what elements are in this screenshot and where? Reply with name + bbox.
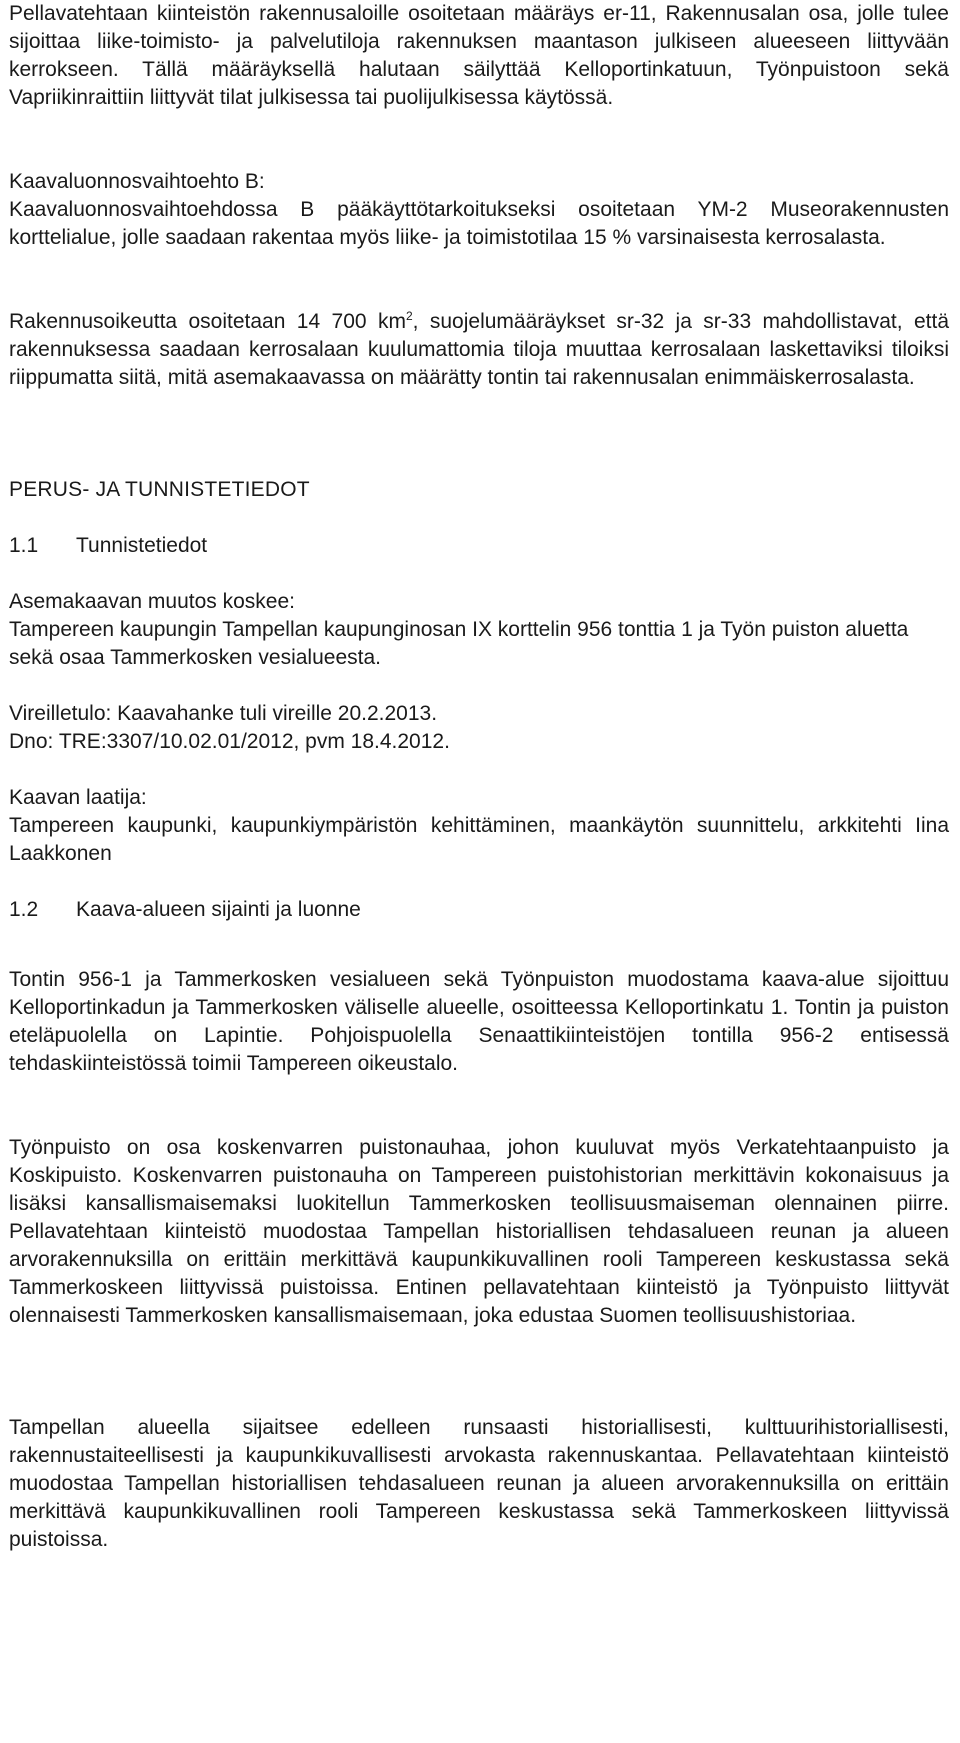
vireilletulo-text: Vireilletulo: Kaavahanke tuli vireille 20.2.2013. (9, 702, 438, 725)
plan-concern-label: Asemakaavan muutos koskee: (9, 590, 295, 613)
plan-author-block (9, 784, 949, 868)
tampella-paragraph: Tampellan alueella sijaitsee edelleen runsaasti historiallisesti, kulttuurihistoriallisesti, rakennustaiteellisesti ja kaupunkikuvallisesti arvokasta rakennuskantaa. Pellavatehtaan kiinteistö muodostaa Tampellan historiallisen tehdasalueen reunan ja alueen arvorakennuksilla on erittäin merkittävä kaupunkikuvallinen rooli Tampereen keskustassa sekä Tammerkoskeen liittyvissä puistoissa. (9, 1416, 949, 1551)
park-paragraph: Työnpuisto on osa koskenvarren puistonauhaa, johon kuuluvat myös Verkatehtaanpuisto ja Koskipuisto. Koskenvarren puistonauha on Tampereen puistohistorian merkittävin kokonaisuus ja lisäksi kansallismaisemaksi luokitellun Tammerkosken teollisuusmaiseman olennainen piirre. Pellavatehtaan kiinteistö muodostaa Tampellan historiallisen tehdasalueen reunan ja alueen arvorakennuksilla on erittäin merkittävä kaupunkikuvallinen rooli Tampereen keskustassa sekä Tammerkoskeen liittyvissä puistoissa. Entinen pellavatehtaan kiinteistö ja Työnpuisto liittyvät olennaisesti Tammerkosken kansallismaisemaan, joka edustaa Suomen teollisuushistoriaa. (9, 1136, 949, 1327)
location-paragraph: Tontin 956-1 ja Tammerkosken vesialueen sekä Työnpuiston muodostama kaava-alue sijoittuu Kelloportinkadun ja Tammerkosken väliselle alueelle, osoitteessa Kelloportinkatu 1. Tontin ja puiston eteläpuolella on Lapintie. Pohjoispuolella Senaattikiinteistöjen tontilla 956-2 entisessä tehdaskiinteistössä toimii Tampereen oikeustalo. (9, 968, 949, 1075)
alternative-b-heading: Kaavaluonnosvaihtoehto B: (9, 170, 265, 193)
subsection-number: 1.2 (9, 898, 39, 921)
dno-text: Dno: TRE:3307/10.02.01/2012, pvm 18.4.2012. (9, 730, 450, 753)
subsection-1-1-heading (9, 532, 949, 560)
building-rights-paragraph: Rakennusoikeutta osoitetaan 14 700 $km^2$, suojelumääräykset sr-32 ja sr-33 mahdollistavat, että rakennuksessa saadaan kerrosalaan kuulumattomia tiloja muuttaa kerrosalaan laskettaviksi tiloiksi riippumatta siitä, mitä asemakaavassa on määrätty tontin tai rakennusalan enimmäiskerrosalasta. (9, 309, 949, 389)
plan-author-text: Tampereen kaupunki, kaupunkiympäristön kehittäminen, maankäytön suunnittelu, arkkitehti Iina Laakkonen (9, 814, 949, 865)
superscript-2: 2 (405, 309, 413, 323)
plan-concern-block (9, 588, 949, 672)
registration-block (9, 700, 949, 756)
section-heading: PERUS- JA TUNNISTETIEDOT (9, 478, 310, 501)
plan-author-label: Kaavan laatija: (9, 786, 147, 809)
subsection-title: Kaava-alueen sijainti ja luonne (76, 898, 361, 921)
alternative-b-block (9, 168, 949, 252)
intro-paragraph-er11: Pellavatehtaan kiinteistön rakennusaloille osoitetaan määräys er-11, Rakennusalan osa, jolle tulee sijoittaa liike-toimisto- ja palvelutiloja rakennuksen maantason julkiseen alueeseen liittyvään kerrokseen. Tällä määräyksellä halutaan säilyttää Kelloportinkatuun, Työnpuistoon sekä Vapriikinraittiin liittyvät tilat julkisessa tai puolijulkisessa käytössä. (9, 2, 949, 109)
subsection-title: Tunnistetiedot (76, 534, 208, 557)
subsection-number: 1.1 (9, 534, 39, 557)
alternative-b-text: Kaavaluonnosvaihtoehdossa B pääkäyttötarkoitukseksi osoitetaan YM-2 Museorakennusten korttelialue, jolle saadaan rakentaa myös liike- ja toimistotilaa 15 % varsinaisesta kerrosalasta. (9, 198, 949, 249)
plan-concern-text: Tampereen kaupungin Tampellan kaupunginosan IX korttelin 956 tonttia 1 ja Työn puiston aluetta sekä osaa Tammerkosken vesialueesta. (9, 618, 909, 669)
subsection-1-2-heading (9, 896, 949, 924)
